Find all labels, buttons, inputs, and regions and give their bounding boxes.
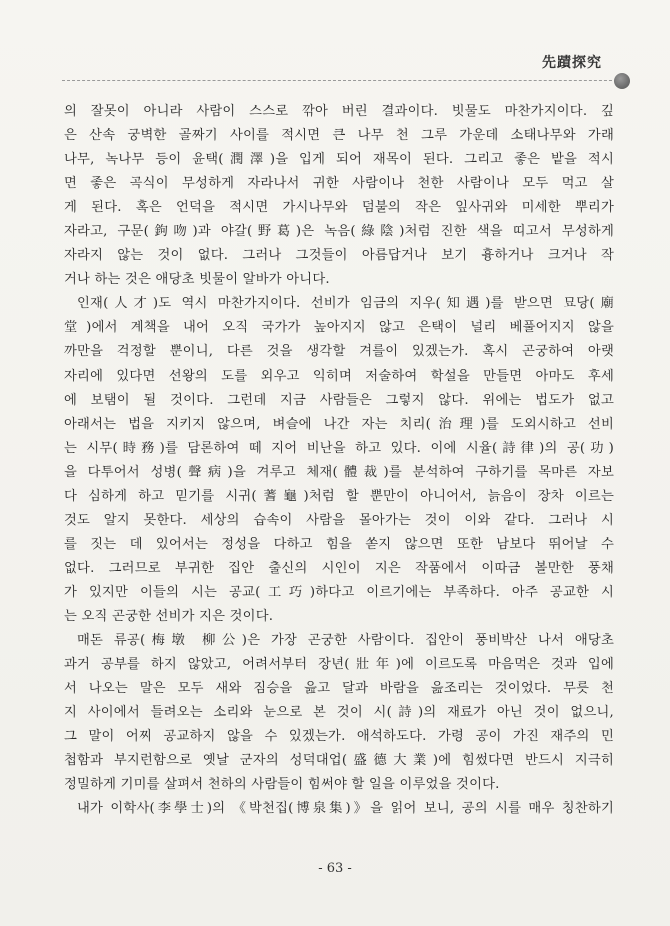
text-line: 다 심하게 하고 믿기를 시귀(蓍龜)처럼 할 뿐만이 아니어서, 늙음이 장차 이르는 (64, 488, 614, 504)
text-line: 자리에 있다면 선왕의 도를 외우고 익히며 저술하여 학설을 만들면 아마도 후세 (64, 368, 614, 384)
text-line: 堂)에서 계책을 내어 오직 국가가 높아지지 않고 은택이 널리 베풀어지지 않을 (64, 320, 614, 336)
text-line: 과거 공부를 하지 않았고, 어려서부터 장년(壯年)에 이르도록 마음먹은 것과 입에 (64, 657, 614, 673)
text-line: 서 나오는 말은 모두 새와 짐승을 읊고 달과 바람을 읊조리는 것이었다. 무릇 천 (64, 681, 614, 697)
paragraph-start-line: 내가 이학사(李學士)의 《박천집(博泉集)》을 읽어 보니, 공의 시를 매우 칭찬하기 (77, 801, 614, 817)
text-line: 는 오직 곤궁한 선비가 지은 것이다. (64, 608, 274, 624)
text-line: 를 짓는 데 있어서는 정성을 다하고 힘을 쏟지 않으면 또한 남보다 뛰어날 수 (64, 536, 614, 552)
body-text (64, 100, 614, 821)
running-header-title: 先蹟探究 (542, 55, 602, 71)
text-line: 게 된다. 혹은 언덕을 적시면 가시나무와 덤불의 작은 잎사귀와 미세한 뿌리가 (64, 200, 614, 216)
text-line: 그 말이 어찌 공교하지 않을 수 있겠는가. 애석하도다. 가령 공이 가진 재주의 민 (64, 729, 614, 745)
text-line: 에 보탬이 될 것이다. 그런데 지금 사람들은 그렇지 않다. 위에는 법도가 없고 (64, 392, 614, 408)
text-line: 을 다투어서 성병(聲病)을 겨루고 체재(體裁)를 분석하여 구하기를 목마른 자보 (64, 464, 614, 480)
text-line: 자라지 않는 것이 없다. 그러나 그것들이 아름답거나 보기 흉하거나 크거나 작 (64, 248, 614, 264)
text-line: 는 시무(時務)를 담론하여 떼 지어 비난을 하고 있다. 이에 시율(詩律)의 공(功) (64, 440, 614, 456)
text-line: 까만을 걱정할 뿐이니, 다른 것을 생각할 겨를이 있겠는가. 혹시 곤궁하여 아랫 (64, 344, 614, 360)
text-line: 정밀하게 기미를 살펴서 천하의 사람들이 힘써야 할 일을 이루었을 것이다. (64, 777, 500, 793)
text-line: 것도 알지 못한다. 세상의 습속이 사람을 몰아가는 것이 이와 같다. 그러나 시 (64, 512, 614, 528)
paragraph-start-line: 매돈 류공(梅墩 柳公)은 가장 곤궁한 사람이다. 집안이 풍비박산 나서 애당초 (77, 633, 614, 649)
header-circle-icon (614, 73, 630, 89)
text-line: 지 사이에서 들려오는 소리와 눈으로 본 것이 시(詩)의 재료가 아닌 것이 없으니, (64, 705, 614, 721)
text-line: 면 좋은 곡식이 무성하게 자라나서 귀한 사람이나 천한 사람이나 모두 먹고 살 (64, 176, 614, 192)
text-line: 은 산속 궁벽한 골짜기 사이를 적시면 큰 나무 천 그루 가운데 소태나무와 가래 (64, 128, 614, 144)
text-line: 의 잘못이 아니라 사람이 스스로 깎아 버린 결과이다. 빗물도 마찬가지이다. 깊 (64, 104, 614, 119)
text-line: 없다. 그러므로 부귀한 집안 출신의 시인이 지은 작품에서 이따금 볼만한 풍채 (64, 560, 614, 576)
text-line: 아래서는 법을 지키지 않으며, 벼슬에 나간 자는 치리(治理)를 도외시하고 선비 (64, 416, 614, 432)
text-line: 나무, 녹나무 등이 윤택(潤澤)을 입게 되어 재목이 된다. 그리고 좋은 밭을 적시 (64, 152, 614, 168)
paragraph-start-line: 인재(人才)도 역시 마찬가지이다. 선비가 임금의 지우(知遇)를 받으면 묘당(廟 (77, 296, 614, 312)
header-dashed-rule (62, 80, 622, 81)
text-line: 자라고, 구문(鉤吻)과 야갈(野葛)은 녹음(綠陰)처럼 진한 색을 띠고서 무성하게 (64, 224, 614, 240)
text-line: 가 있지만 이들의 시는 공교(工巧)하다고 이르기에는 부족하다. 아주 공교한 시 (64, 584, 614, 600)
text-line: 거나 하는 것은 애당초 빗물이 알바가 아니다. (64, 272, 330, 288)
text-line: 첩함과 부지런함으로 옛날 군자의 성덕대업(盛德大業)에 힘썼다면 반드시 지극히 (64, 753, 614, 769)
page-number: - 63 - (318, 861, 352, 876)
